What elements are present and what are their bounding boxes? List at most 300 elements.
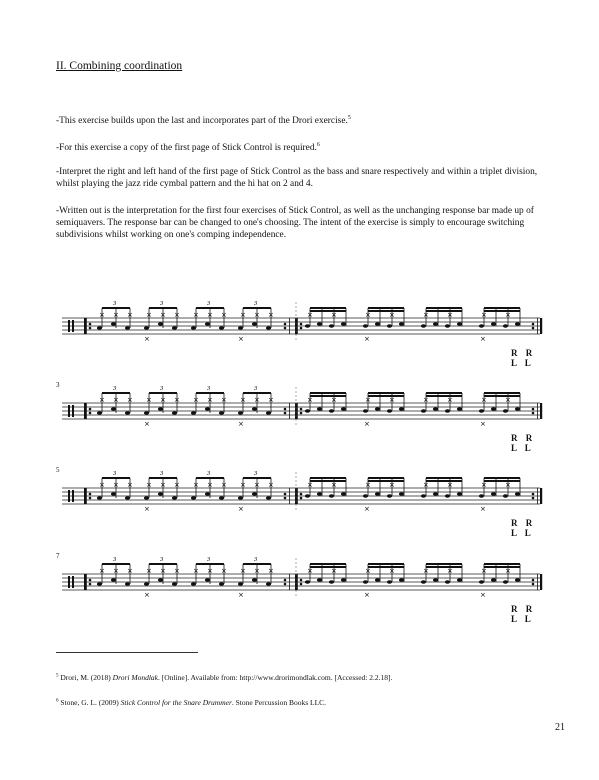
cymbal-note: × (447, 567, 453, 575)
cymbal-note: × (423, 396, 429, 404)
cymbal-note: × (481, 396, 487, 404)
barline (86, 318, 87, 334)
barline (537, 318, 538, 334)
cymbal-note: × (365, 396, 371, 404)
drum-note (158, 578, 163, 582)
snare-note (305, 580, 310, 584)
snare-note (433, 578, 438, 582)
cymbal-note: × (221, 311, 227, 319)
barline (86, 574, 87, 590)
cymbal-note: × (447, 311, 453, 319)
sticking-label: R R L L (511, 348, 536, 368)
cymbal-note: × (174, 396, 180, 404)
repeat-dot (89, 408, 92, 411)
cymbal-note: × (268, 396, 274, 404)
cymbal-note: × (127, 567, 133, 575)
snare-note (479, 494, 484, 498)
drum-note (266, 496, 271, 500)
drum-note (125, 582, 130, 586)
cymbal-note: × (146, 396, 152, 404)
paragraph-2: -For this exercise a copy of the first page of Stick Control is required.$^6$ (56, 142, 320, 154)
drum-note (111, 578, 116, 582)
drum-note (158, 407, 163, 411)
cymbal-note: × (207, 311, 213, 319)
snare-note (445, 580, 450, 584)
cymbal-note: × (113, 567, 119, 575)
drum-note (205, 492, 210, 496)
cymbal-note: × (254, 396, 260, 404)
cymbal-note: × (331, 481, 337, 489)
measure-number: 3 (56, 381, 60, 389)
repeat-dot (532, 579, 535, 582)
cymbal-note: × (389, 567, 395, 575)
hihat-foot-note: × (364, 505, 370, 513)
drum-note (191, 411, 196, 415)
snare-note (387, 409, 392, 413)
music-system (56, 466, 546, 560)
drum-note (252, 492, 257, 496)
snare-note (445, 409, 450, 413)
snare-note (433, 492, 438, 496)
triplet-mark: 3 (207, 556, 211, 563)
drum-note (111, 407, 116, 411)
cymbal-note: × (113, 396, 119, 404)
cymbal-note: × (207, 567, 213, 575)
snare-note (329, 324, 334, 328)
snare-note (491, 407, 496, 411)
drum-staff (56, 556, 546, 626)
snare-note (503, 324, 508, 328)
snare-note (433, 322, 438, 326)
cymbal-note: × (423, 481, 429, 489)
snare-note (421, 324, 426, 328)
triplet-mark: 3 (113, 470, 117, 477)
repeat-dot (284, 579, 287, 582)
drum-note (266, 582, 271, 586)
cymbal-note: × (389, 311, 395, 319)
cymbal-note: × (174, 311, 180, 319)
cymbal-note: × (505, 396, 511, 404)
drum-staff (56, 385, 546, 455)
drum-note (125, 326, 130, 330)
triplet-mark: 3 (254, 556, 258, 563)
repeat-dot (532, 412, 535, 415)
barline (297, 488, 298, 504)
snare-note (341, 492, 346, 496)
cymbal-note: × (207, 396, 213, 404)
repeat-dot (89, 327, 92, 330)
barline (289, 318, 290, 334)
hihat-foot-note: × (238, 591, 244, 599)
barline (84, 574, 86, 590)
triplet-mark: 3 (160, 556, 164, 563)
sticking-label: R R L L (511, 518, 536, 538)
footnote-5: $^5$ Drori, M. (2018) Drori Mondlak. [Online]. Available from: http://www.drorimondlak.com. [Accessed: 2.2.18]. (56, 673, 393, 682)
drum-note (144, 411, 149, 415)
drum-note (111, 492, 116, 496)
repeat-dot (284, 323, 287, 326)
barline (289, 488, 290, 504)
hihat-foot-note: × (480, 335, 486, 343)
triplet-mark: 3 (207, 300, 211, 307)
barline (537, 403, 538, 419)
hihat-foot-note: × (144, 335, 150, 343)
repeat-dot (300, 408, 303, 411)
snare-note (399, 492, 404, 496)
cymbal-note: × (127, 311, 133, 319)
hihat-foot-note: × (364, 591, 370, 599)
drum-note (205, 407, 210, 411)
drum-note (125, 496, 130, 500)
snare-note (317, 492, 322, 496)
repeat-dot (532, 327, 535, 330)
cymbal-note: × (146, 311, 152, 319)
triplet-mark: 3 (254, 470, 258, 477)
percussion-clef (68, 405, 70, 417)
snare-note (457, 322, 462, 326)
hihat-foot-note: × (364, 420, 370, 428)
snare-note (479, 409, 484, 413)
cymbal-note: × (160, 481, 166, 489)
cymbal-note: × (221, 481, 227, 489)
cymbal-note: × (505, 567, 511, 575)
music-system (56, 300, 546, 390)
cymbal-note: × (389, 481, 395, 489)
music-system (56, 552, 546, 646)
cymbal-note: × (99, 311, 105, 319)
cymbal-note: × (240, 481, 246, 489)
percussion-clef (72, 405, 74, 417)
repeat-dot (284, 412, 287, 415)
repeat-dot (300, 493, 303, 496)
cymbal-note: × (365, 567, 371, 575)
snare-note (399, 322, 404, 326)
snare-note (305, 409, 310, 413)
barline (84, 403, 86, 419)
drum-note (97, 326, 102, 330)
barline (540, 318, 542, 334)
cymbal-note: × (331, 396, 337, 404)
cymbal-note: × (254, 481, 260, 489)
drum-note (205, 578, 210, 582)
drum-note (266, 411, 271, 415)
repeat-dot (300, 497, 303, 500)
snare-note (387, 324, 392, 328)
snare-note (317, 322, 322, 326)
cymbal-note: × (481, 567, 487, 575)
percussion-clef (68, 490, 70, 502)
snare-note (341, 322, 346, 326)
snare-note (317, 407, 322, 411)
drum-note (172, 582, 177, 586)
cymbal-note: × (99, 567, 105, 575)
snare-note (329, 580, 334, 584)
barline (540, 403, 542, 419)
hihat-foot-note: × (238, 420, 244, 428)
barline (297, 318, 298, 334)
cymbal-note: × (207, 481, 213, 489)
cymbal-note: × (240, 567, 246, 575)
snare-note (515, 322, 520, 326)
footnote-rule (56, 652, 198, 653)
cymbal-note: × (146, 567, 152, 575)
snare-note (515, 492, 520, 496)
cymbal-note: × (331, 567, 337, 575)
snare-note (445, 324, 450, 328)
repeat-dot (532, 497, 535, 500)
barline (537, 488, 538, 504)
drum-note (191, 326, 196, 330)
drum-note (219, 326, 224, 330)
repeat-dot (284, 497, 287, 500)
paragraph-4: -Written out is the interpretation for the first four exercises of Stick Control, as well as the unchanging response bar made up of semiquavers. The response bar can be changed to one's choosing. The intent of the exercise is simply to encourage switching subdivisions whilst working on one's comping independence. (56, 206, 534, 240)
triplet-mark: 3 (113, 556, 117, 563)
drum-note (205, 322, 210, 326)
repeat-dot (89, 493, 92, 496)
drum-note (266, 326, 271, 330)
drum-note (238, 326, 243, 330)
cymbal-note: × (365, 481, 371, 489)
triplet-mark: 3 (160, 385, 164, 392)
paragraph-1: -This exercise builds upon the last and incorporates part of the Drori exercise.$^5$ (56, 115, 351, 127)
triplet-mark: 3 (160, 470, 164, 477)
cymbal-note: × (481, 311, 487, 319)
snare-note (421, 580, 426, 584)
cymbal-note: × (146, 481, 152, 489)
hihat-foot-note: × (144, 420, 150, 428)
cymbal-note: × (221, 567, 227, 575)
cymbal-note: × (307, 396, 313, 404)
cymbal-note: × (193, 481, 199, 489)
snare-note (375, 322, 380, 326)
drum-note (97, 411, 102, 415)
repeat-dot (300, 583, 303, 586)
repeat-dot (89, 497, 92, 500)
barline (84, 318, 86, 334)
drum-note (252, 322, 257, 326)
sticking-label: R R L L (511, 433, 536, 453)
page-number: 21 (555, 722, 565, 733)
cymbal-note: × (254, 311, 260, 319)
cymbal-note: × (193, 396, 199, 404)
drum-staff (56, 470, 546, 540)
barline (86, 403, 87, 419)
repeat-dot (89, 323, 92, 326)
triplet-mark: 3 (113, 385, 117, 392)
snare-note (515, 578, 520, 582)
cymbal-note: × (160, 396, 166, 404)
drum-note (191, 582, 196, 586)
cymbal-note: × (365, 311, 371, 319)
triplet-mark: 3 (207, 470, 211, 477)
snare-note (421, 494, 426, 498)
triplet-mark: 3 (113, 300, 117, 307)
repeat-dot (532, 323, 535, 326)
barline (86, 488, 87, 504)
hihat-foot-note: × (480, 591, 486, 599)
snare-note (503, 494, 508, 498)
snare-note (433, 407, 438, 411)
snare-note (341, 407, 346, 411)
drum-note (125, 411, 130, 415)
snare-note (317, 578, 322, 582)
hihat-foot-note: × (144, 505, 150, 513)
repeat-dot (300, 412, 303, 415)
drum-note (252, 407, 257, 411)
drum-note (172, 496, 177, 500)
hihat-foot-note: × (480, 420, 486, 428)
repeat-dot (300, 323, 303, 326)
sticking-label: R R L L (511, 604, 536, 624)
cymbal-note: × (174, 567, 180, 575)
cymbal-note: × (505, 311, 511, 319)
snare-note (375, 407, 380, 411)
cymbal-note: × (113, 311, 119, 319)
snare-note (457, 578, 462, 582)
repeat-dot (284, 408, 287, 411)
snare-note (457, 407, 462, 411)
drum-note (97, 582, 102, 586)
cymbal-note: × (307, 567, 313, 575)
cymbal-note: × (254, 567, 260, 575)
barline (297, 403, 298, 419)
hihat-foot-note: × (238, 505, 244, 513)
hihat-foot-note: × (238, 335, 244, 343)
percussion-clef (72, 320, 74, 332)
hihat-foot-note: × (364, 335, 370, 343)
repeat-dot (532, 408, 535, 411)
snare-note (421, 409, 426, 413)
triplet-mark: 3 (254, 300, 258, 307)
drum-note (238, 496, 243, 500)
snare-note (363, 580, 368, 584)
snare-note (387, 494, 392, 498)
barline (297, 574, 298, 590)
cymbal-note: × (160, 567, 166, 575)
snare-note (363, 324, 368, 328)
snare-note (375, 578, 380, 582)
repeat-dot (532, 493, 535, 496)
paragraph-3: -Interpret the right and left hand of the first page of Stick Control as the bass and snare respectively and within a triplet division, whilst playing the jazz ride cymbal pattern and the hi hat on 2 and 4. (56, 167, 538, 189)
cymbal-note: × (240, 311, 246, 319)
music-system (56, 381, 546, 475)
cymbal-note: × (447, 396, 453, 404)
snare-note (363, 409, 368, 413)
snare-note (479, 580, 484, 584)
cymbal-note: × (447, 481, 453, 489)
hihat-foot-note: × (480, 505, 486, 513)
barline (540, 574, 542, 590)
triplet-mark: 3 (160, 300, 164, 307)
percussion-clef (72, 576, 74, 588)
drum-note (144, 326, 149, 330)
cymbal-note: × (193, 311, 199, 319)
barline (289, 403, 290, 419)
cymbal-note: × (113, 481, 119, 489)
drum-note (97, 496, 102, 500)
cymbal-note: × (423, 567, 429, 575)
snare-note (503, 580, 508, 584)
drum-note (144, 582, 149, 586)
snare-note (329, 409, 334, 413)
cymbal-note: × (331, 311, 337, 319)
drum-note (111, 322, 116, 326)
repeat-dot (532, 583, 535, 586)
barline (84, 488, 86, 504)
repeat-dot (89, 579, 92, 582)
snare-note (375, 492, 380, 496)
section-heading: II. Combining coordination (56, 60, 183, 72)
barline (537, 574, 538, 590)
percussion-clef (72, 490, 74, 502)
cymbal-note: × (268, 567, 274, 575)
repeat-dot (284, 493, 287, 496)
repeat-dot (300, 579, 303, 582)
drum-note (172, 411, 177, 415)
snare-note (491, 322, 496, 326)
drum-note (252, 578, 257, 582)
drum-note (219, 582, 224, 586)
snare-note (341, 578, 346, 582)
repeat-dot (284, 583, 287, 586)
drum-note (191, 496, 196, 500)
snare-note (305, 324, 310, 328)
measure-number: 7 (56, 552, 60, 560)
drum-note (238, 411, 243, 415)
repeat-dot (284, 327, 287, 330)
hihat-foot-note: × (144, 591, 150, 599)
snare-note (399, 407, 404, 411)
cymbal-note: × (127, 396, 133, 404)
drum-note (158, 492, 163, 496)
measure-number: 5 (56, 466, 60, 474)
triplet-mark: 3 (207, 385, 211, 392)
footnote-6: $^6$ Stone, G. L. (2009) Stick Control for the Snare Drummer. Stone Percussion Books LLC. (56, 698, 327, 707)
drum-note (219, 496, 224, 500)
cymbal-note: × (307, 311, 313, 319)
cymbal-note: × (221, 396, 227, 404)
cymbal-note: × (127, 481, 133, 489)
snare-note (305, 494, 310, 498)
triplet-mark: 3 (254, 385, 258, 392)
cymbal-note: × (193, 567, 199, 575)
cymbal-note: × (268, 481, 274, 489)
cymbal-note: × (99, 396, 105, 404)
drum-note (144, 496, 149, 500)
cymbal-note: × (268, 311, 274, 319)
snare-note (399, 578, 404, 582)
snare-note (457, 492, 462, 496)
barline (289, 574, 290, 590)
snare-note (363, 494, 368, 498)
barline (540, 488, 542, 504)
repeat-dot (89, 412, 92, 415)
snare-note (479, 324, 484, 328)
snare-note (491, 578, 496, 582)
cymbal-note: × (423, 311, 429, 319)
percussion-clef (68, 576, 70, 588)
cymbal-note: × (481, 481, 487, 489)
percussion-clef (68, 320, 70, 332)
snare-note (491, 492, 496, 496)
repeat-dot (89, 583, 92, 586)
cymbal-note: × (240, 396, 246, 404)
cymbal-note: × (160, 311, 166, 319)
drum-note (238, 582, 243, 586)
snare-note (387, 580, 392, 584)
drum-staff (56, 300, 546, 370)
cymbal-note: × (307, 481, 313, 489)
